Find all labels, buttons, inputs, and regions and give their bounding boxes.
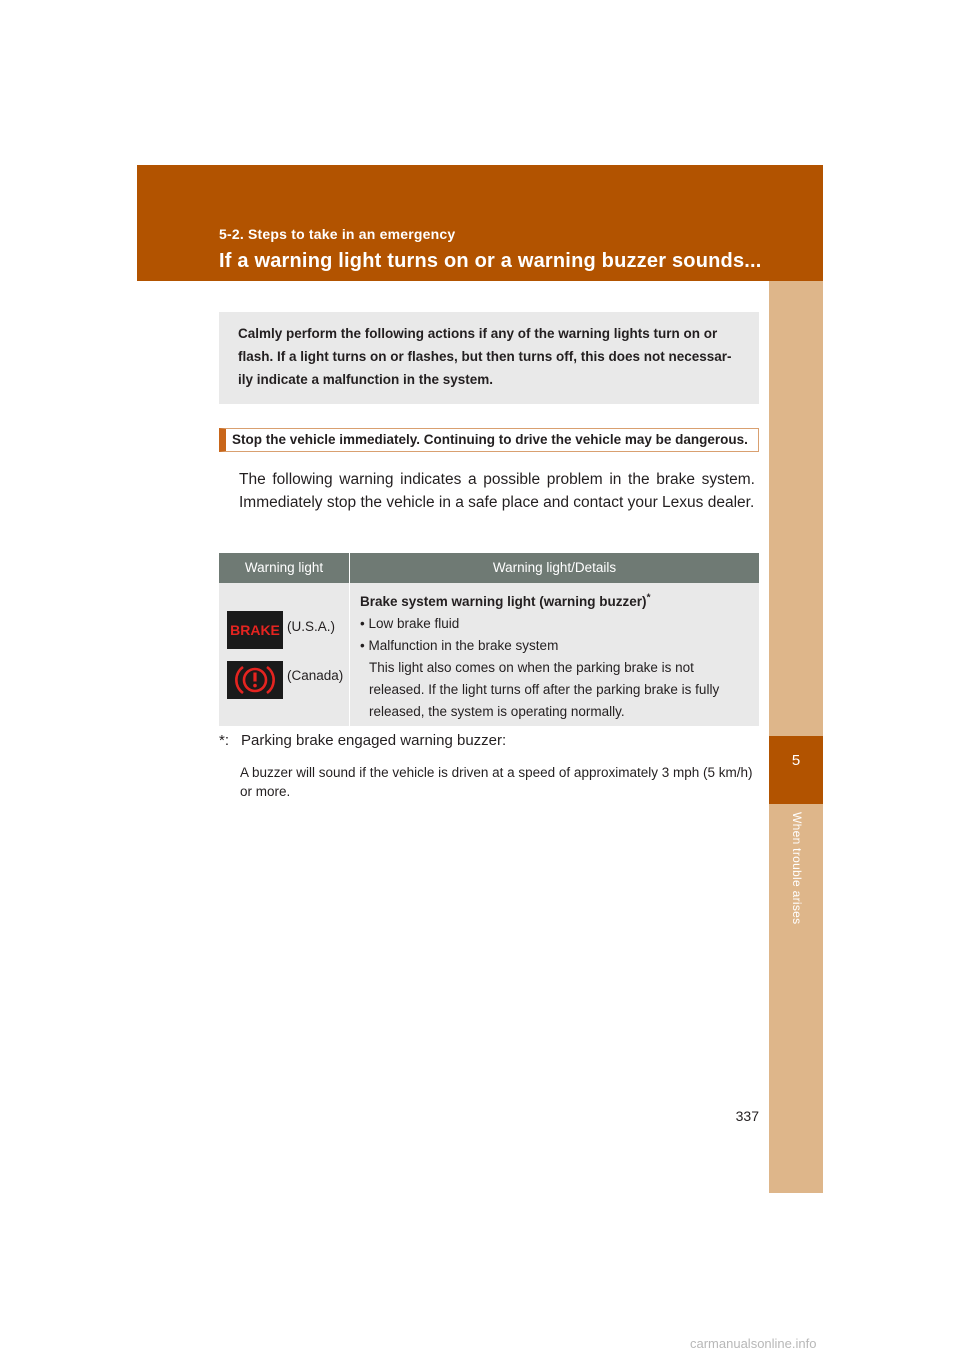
header-warning-light: Warning light bbox=[219, 553, 350, 583]
table-row bbox=[219, 583, 759, 726]
footnote bbox=[219, 731, 506, 751]
chapter-number: 5 bbox=[791, 752, 801, 769]
bullet-malfunction: • Malfunction in the brake system bbox=[360, 638, 559, 653]
exclamation-circle-icon bbox=[227, 661, 283, 699]
icon-cell bbox=[219, 583, 350, 726]
page-number: 337 bbox=[735, 1108, 759, 1124]
label-usa: (U.S.A.) bbox=[287, 619, 336, 634]
label-canada: (Canada) bbox=[287, 668, 344, 683]
details-cell bbox=[350, 583, 759, 726]
detail-title bbox=[360, 591, 749, 613]
page-title: If a warning light turns on or a warning buzzer sounds... bbox=[219, 250, 762, 272]
footnote-title: Parking brake engaged warning buzzer: bbox=[241, 732, 507, 749]
footnote-mark: *: bbox=[219, 732, 230, 749]
footnote-detail: A buzzer will sound if the vehicle is driven at a speed of approximately 3 mph (5 km/h) or more. bbox=[240, 765, 753, 799]
intro-box: Calmly perform the following actions if any of the warning lights turn on or flash. If a light turns on or flashes, but then turns off, this does not necessar-ily indicate a malfunction in the system. bbox=[219, 312, 759, 404]
bullet-low-fluid: • Low brake fluid bbox=[360, 616, 460, 631]
section-label: 5-2. Steps to take in an emergency bbox=[219, 226, 456, 242]
warning-table bbox=[219, 553, 759, 726]
body-text: The following warning indicates a possible problem in the brake system. Immediately stop the vehicle in a safe place and contact your Lexus dealer. bbox=[239, 471, 755, 511]
brake-warning-icon: BRAKE bbox=[227, 611, 283, 649]
notice-bar: Stop the vehicle immediately. Continuing to drive the vehicle may be dangerous. bbox=[219, 428, 759, 452]
detail-note: This light also comes on when the parking brake is not released. If the light turns off after the parking brake is fully released, the system is operating normally. bbox=[369, 660, 720, 719]
chapter-title: When trouble arises bbox=[790, 812, 804, 925]
watermark: carmanualsonline.info bbox=[690, 1336, 817, 1351]
footnote-ref: * bbox=[646, 592, 651, 604]
header-details: Warning light/Details bbox=[492, 560, 617, 575]
chapter-block bbox=[769, 736, 823, 804]
detail-title-text: Brake system warning light (warning buzzer) bbox=[360, 594, 647, 609]
table-header-row bbox=[219, 553, 759, 583]
